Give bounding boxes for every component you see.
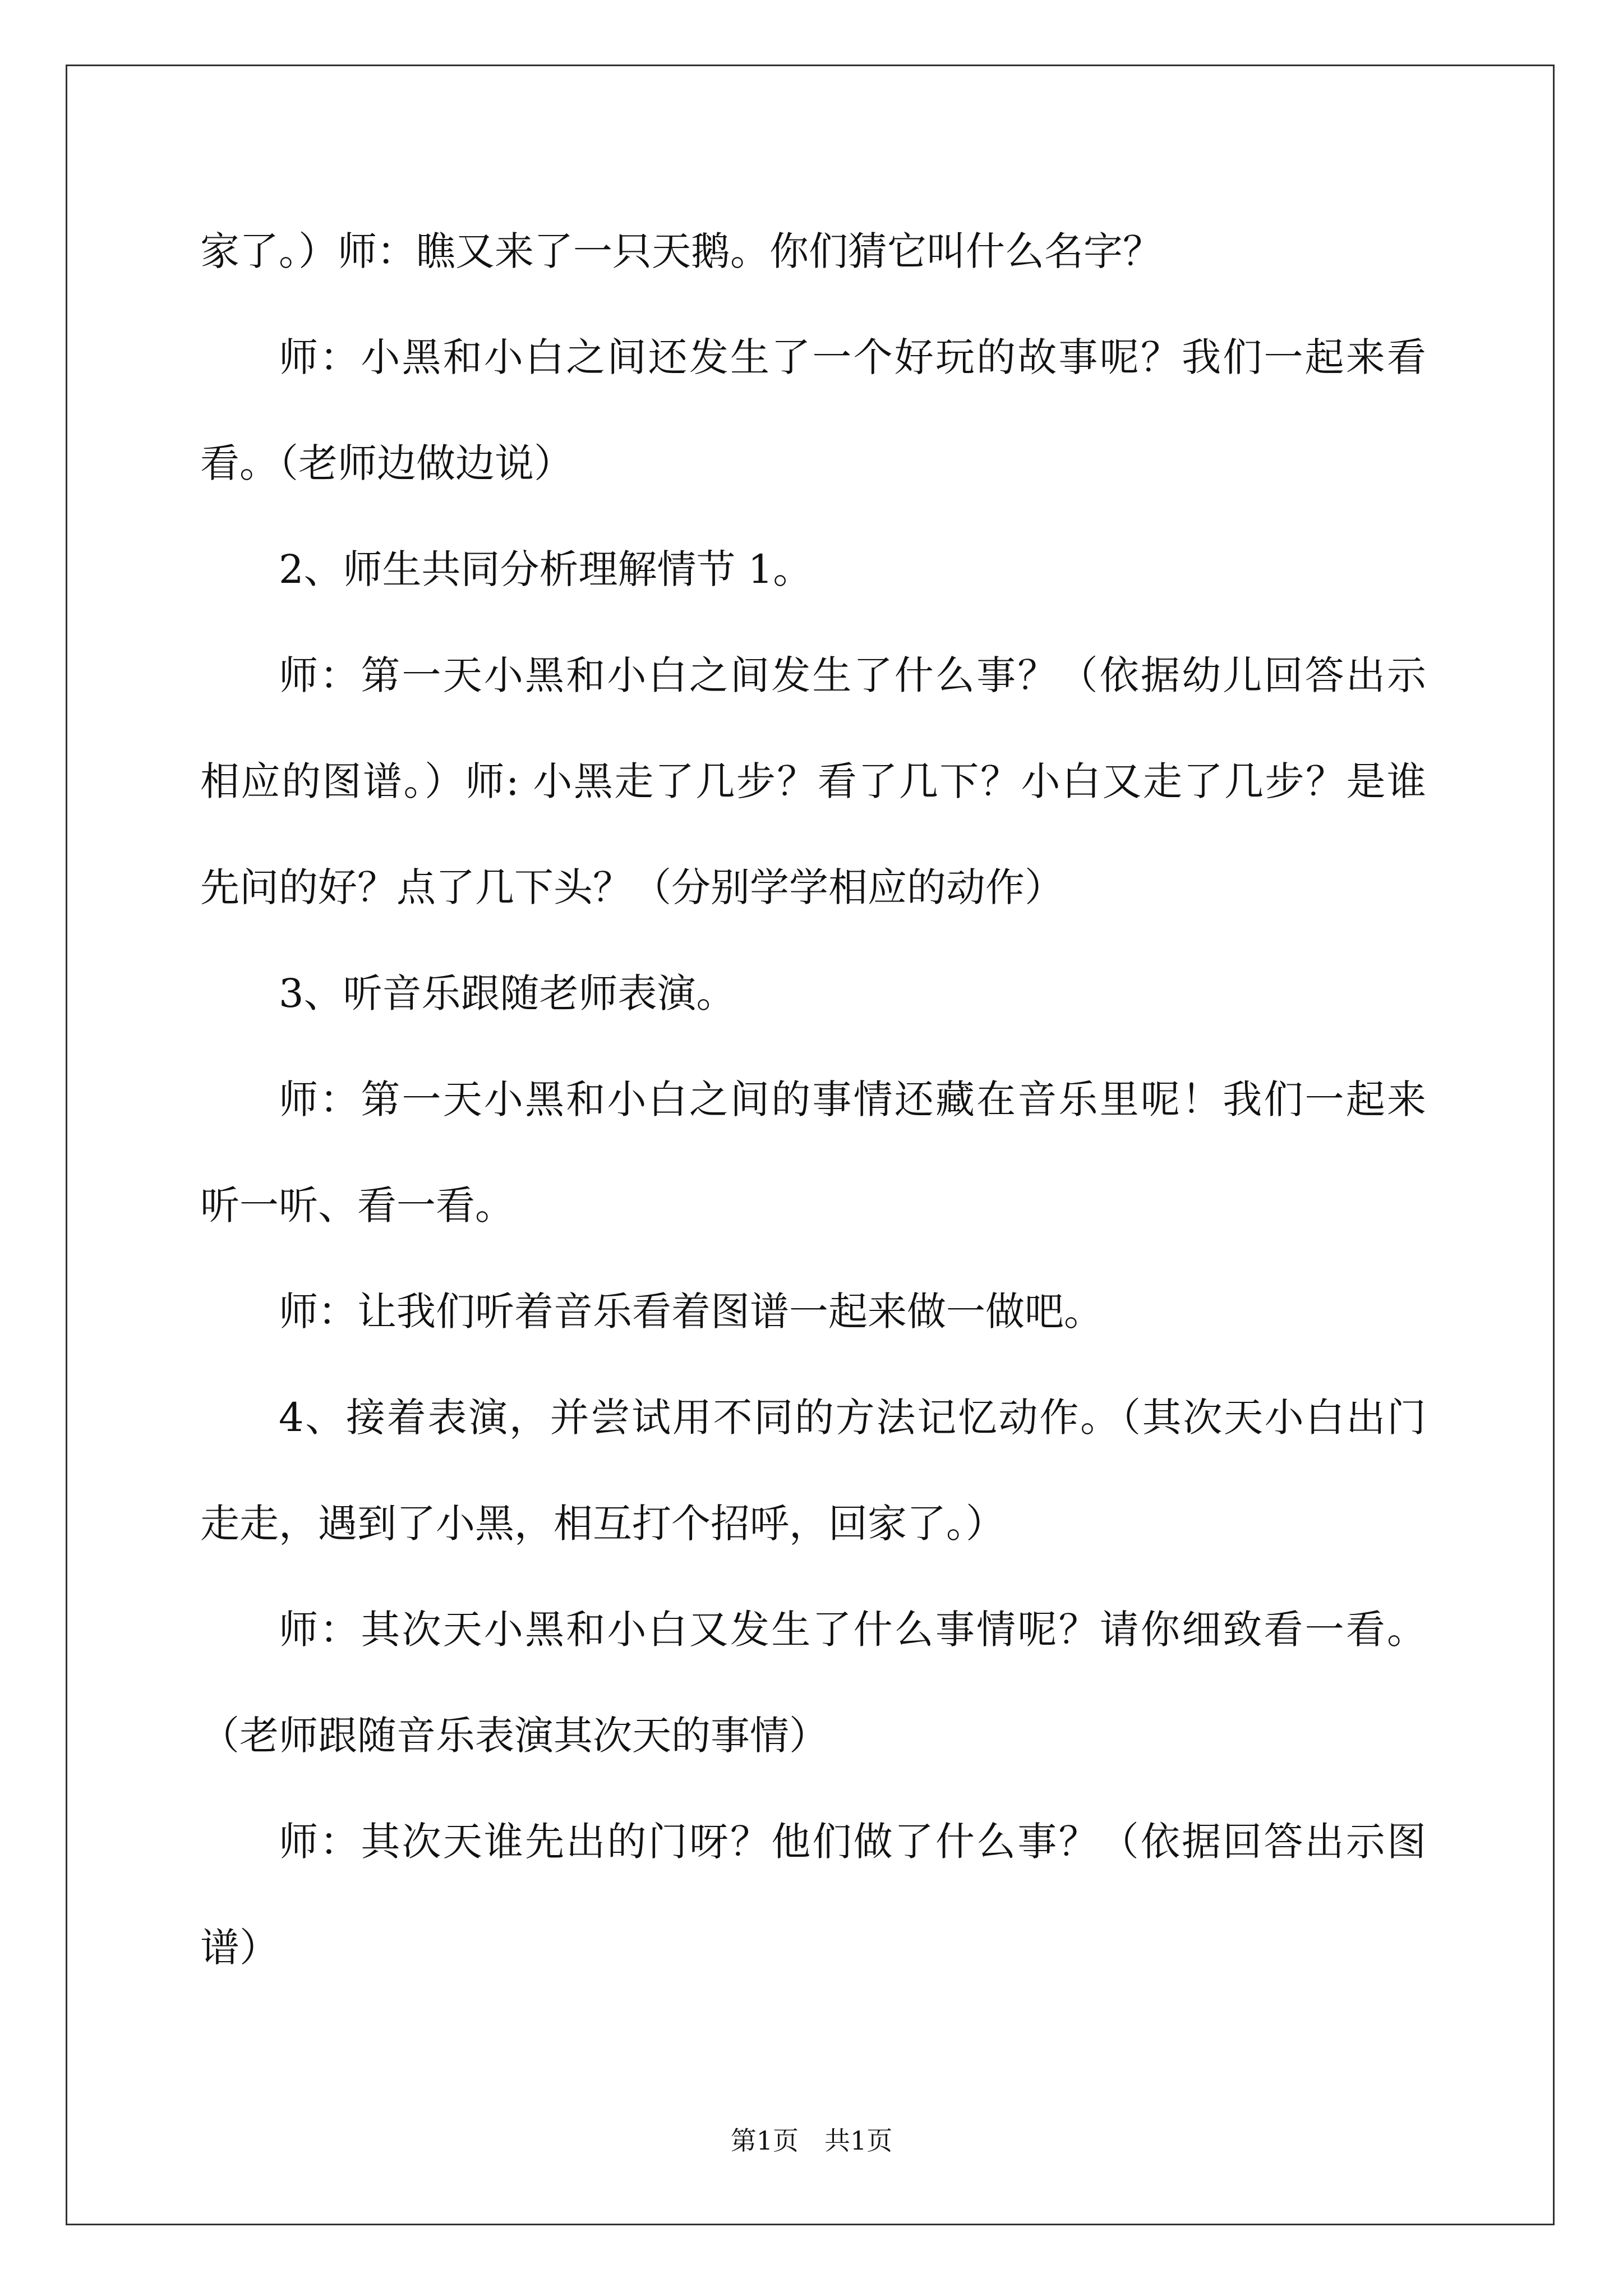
paragraph (200, 941, 1426, 1047)
paragraph (200, 1047, 1426, 1259)
paragraph (200, 517, 1426, 623)
text-line: 师：第一天小黑和小白之间发生了什么事？（依据幼儿回答出示 (279, 652, 1426, 698)
paragraph (200, 305, 1426, 517)
text-line: 谱） (200, 1925, 279, 1971)
paragraph (200, 1789, 1426, 2001)
page-footer (0, 2124, 1623, 2157)
text-line: 4、接着表演，并尝试用不同的方法记忆动作。（其次天小白出门 (279, 1395, 1426, 1441)
document-body (200, 199, 1426, 2001)
text-line: 师：其次天谁先出的门呀？他们做了什么事？（依据回答出示图 (279, 1819, 1426, 1865)
text-line: 师：小黑和小白之间还发生了一个好玩的故事呢？我们一起来看 (279, 334, 1426, 380)
text-line: 师：让我们听着音乐看着图谱一起来做一做吧。 (279, 1289, 1103, 1335)
text-line: 看。（老师边做边说） (200, 440, 573, 486)
text-line: （老师跟随音乐表演其次天的事情） (200, 1713, 828, 1759)
text-line: 走走，遇到了小黑，相互打个招呼，回家了。） (200, 1501, 1005, 1547)
text-line: 师：第一天小黑和小白之间的事情还藏在音乐里呢！我们一起来 (279, 1076, 1426, 1122)
text-line: 听一听、看一看。 (200, 1182, 514, 1228)
text-line: 相应的图谱。）师: 小黑走了几步？看了几下？小白又走了几步？是谁 (200, 758, 1426, 804)
text-line: 2、师生共同分析理解情节 1。 (279, 546, 813, 592)
text-line: 家了。）师：瞧又来了一只天鹅。你们猜它叫什么名字？ (200, 228, 1162, 274)
paragraph (200, 1577, 1426, 1789)
page-count: 共1页 (824, 2125, 893, 2156)
paragraph (200, 1365, 1426, 1577)
page-number: 第1页 (730, 2125, 799, 2156)
paragraph (200, 1259, 1426, 1365)
text-line: 师：其次天小黑和小白又发生了什么事情呢？请你细致看一看。 (279, 1607, 1426, 1653)
paragraph (200, 199, 1426, 305)
text-line: 3、听音乐跟随老师表演。 (279, 970, 736, 1016)
text-line: 先问的好？点了几下头？（分别学学相应的动作） (200, 864, 1064, 910)
paragraph (200, 623, 1426, 941)
